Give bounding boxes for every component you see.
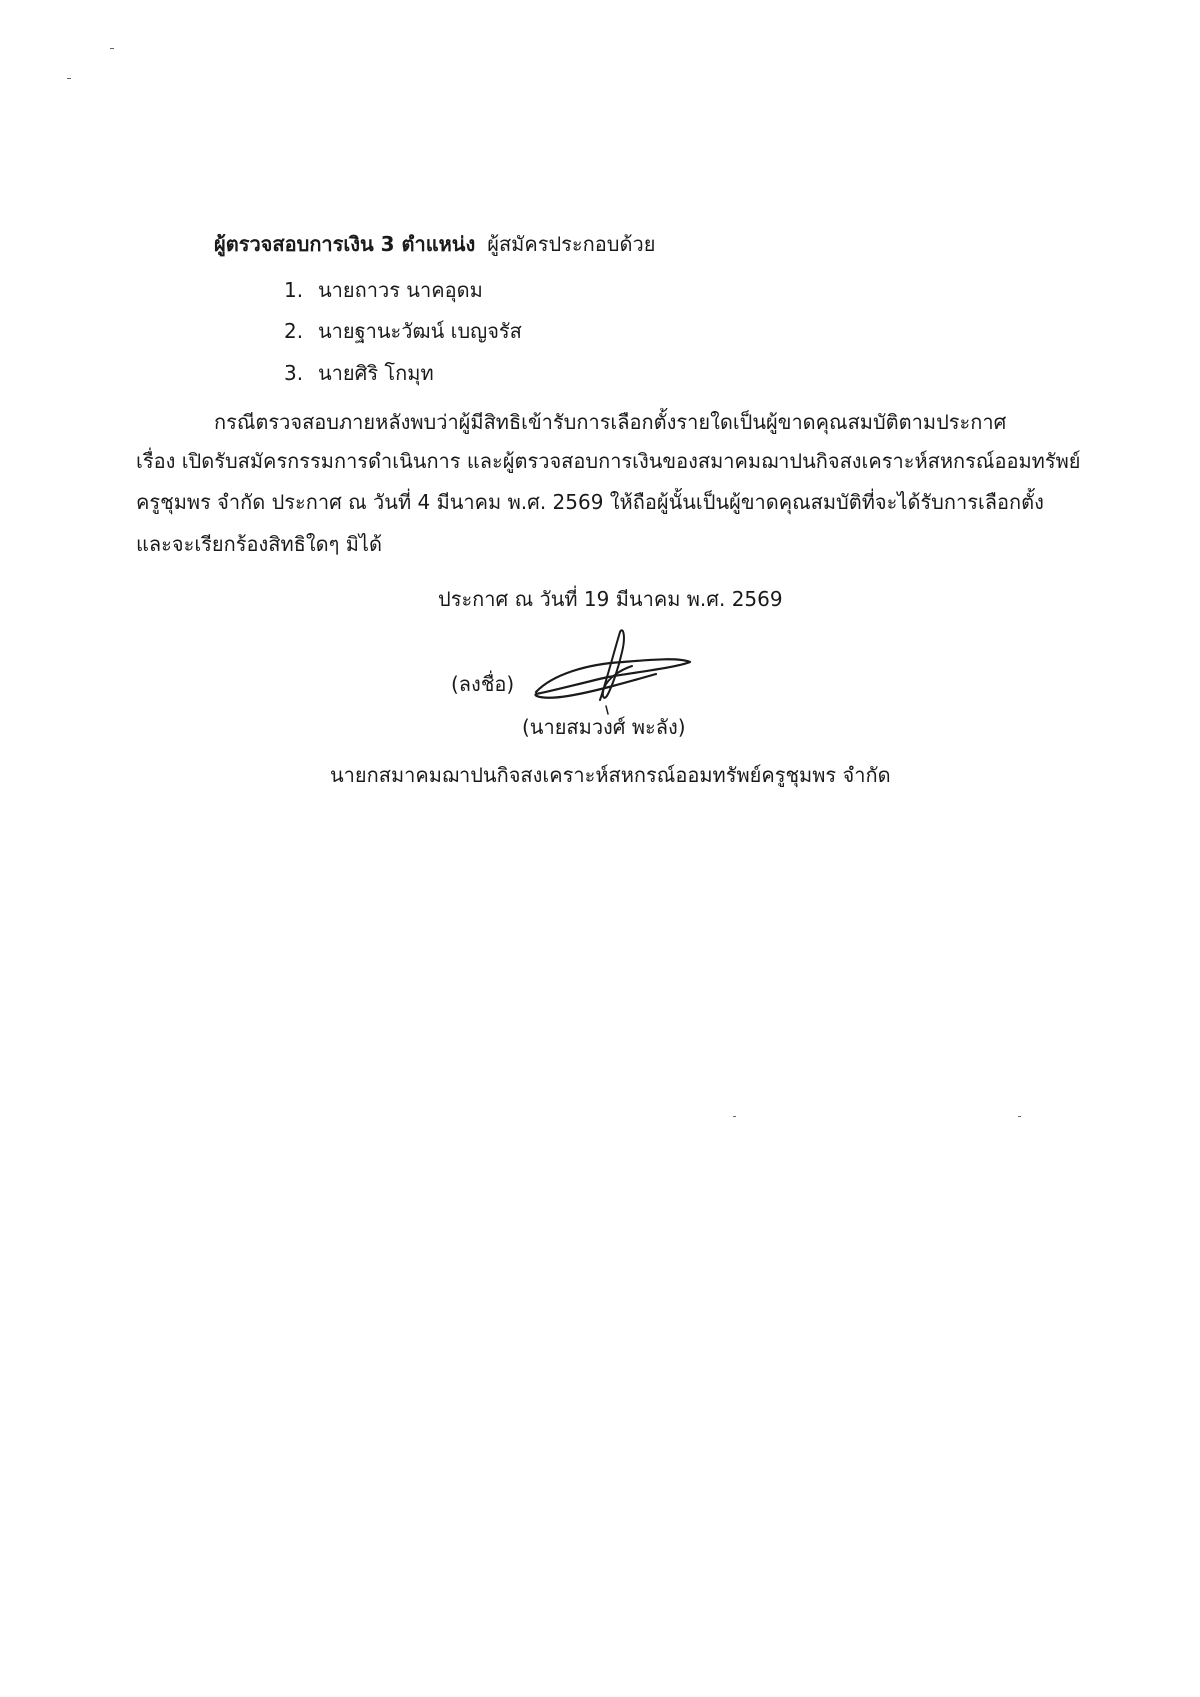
scan-speck [733,1116,736,1117]
paragraph-line-2: เรื่อง เปิดรับสมัครกรรมการดำเนินการ และผู้ตรวจสอบการเงินของสมาคมฌาปนกิจสงเคราะห์สหกรณ์ออมทรัพย์ [136,449,1081,473]
paragraph-line-4: และจะเรียกร้องสิทธิใดๆ มิได้ [136,532,382,556]
candidate-item [284,319,522,343]
announcement-date: ประกาศ ณ วันที่ 19 มีนาคม พ.ศ. 2569 [438,587,783,611]
candidate-number: 1. [284,278,304,302]
paragraph-line-1: กรณีตรวจสอบภายหลังพบว่าผู้มีสิทธิเข้ารับการเลือกตั้งรายใดเป็นผู้ขาดคุณสมบัติตามประกาศ [214,410,1007,434]
candidate-number: 3. [284,361,304,385]
scan-speck [110,48,114,49]
auditor-heading-normal: ผู้สมัครประกอบด้วย [487,232,656,256]
candidate-item [284,361,434,385]
candidate-name: นายถาวร นาคอุดม [318,278,483,302]
candidate-name: นายฐานะวัฒน์ เบญจรัส [318,319,522,343]
signer-name: (นายสมวงศ์ พะลัง) [522,715,686,739]
paragraph-line-3: ครูชุมพร จำกัด ประกาศ ณ วันที่ 4 มีนาคม พ.ศ. 2569 ให้ถือผู้นั้นเป็นผู้ขาดคุณสมบัติที่จะได้รับการเลือกตั้ง [136,490,1044,514]
auditor-heading [214,232,655,256]
candidate-item [284,278,483,302]
signer-title: นายกสมาคมฌาปนกิจสงเคราะห์สหกรณ์ออมทรัพย์ครูชุมพร จำกัด [330,763,891,787]
auditor-heading-bold: ผู้ตรวจสอบการเงิน 3 ตำแหน่ง [214,232,476,256]
scan-speck [67,78,71,79]
candidate-name: นายศิริ โกมุท [318,361,434,385]
sign-label: (ลงชื่อ) [451,672,515,696]
candidate-number: 2. [284,319,304,343]
scan-speck [1018,1116,1021,1117]
